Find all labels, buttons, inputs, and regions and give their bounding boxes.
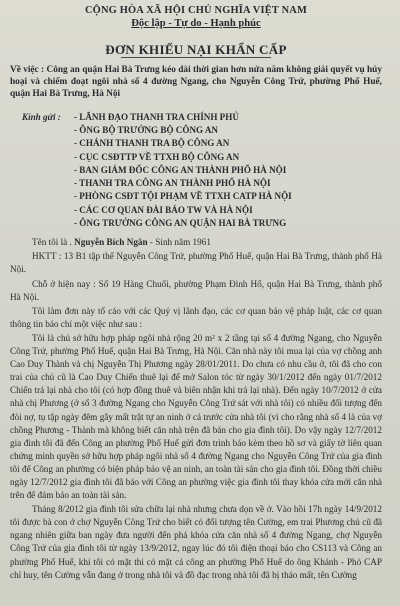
current-address: Chỗ ở hiện nay : Số 19 Hàng Chuối, phường Phạm Đình Hổ, quận Hai Bà Trưng, thành phố Hà Nội.: [10, 278, 382, 302]
subject-label: Về việc :: [10, 65, 45, 75]
recipients-list: [74, 111, 292, 231]
name-suffix: - Sinh năm 1961: [147, 237, 211, 248]
document-body: [10, 236, 382, 581]
author-name: Nguyễn Bích Ngân: [74, 237, 148, 248]
recipient-item: - CHÁNH THANH TRA BỘ CÔNG AN: [74, 138, 230, 149]
document-title: ĐƠN KHIẾU NẠI KHẨN CẤP: [105, 42, 287, 57]
national-header: CỘNG HÒA XÃ HỘI CHỦ NGHĨA VIỆT NAM: [84, 5, 308, 16]
recipients-label: Kính gửi :: [22, 111, 61, 122]
subject-line: [10, 64, 382, 101]
recipient-item: - CỤC CSĐTTP VỀ TTXH BỘ CÔNG AN: [74, 151, 240, 162]
recipient-item: - THANH TRA CÔNG AN THÀNH PHỐ HÀ NỘI: [74, 178, 271, 189]
recipient-item: - PHÒNG CSĐT TỘI PHẠM VỀ TTXH CATP HÀ NỘI: [74, 191, 292, 202]
recipient-item: - ÔNG BỘ TRƯỞNG BỘ CÔNG AN: [74, 124, 218, 135]
subject-text: Công an quận Hai Bà Trưng kéo dài thời gian hơn nửa năm không giải quyết vụ hủy hoại và chiếm đoạt ngôi nhà số 4 đường Ngang, cho Nguyễn Công Trứ, phường Phố Huế, quận Hai Bà Trưng, Hà Nội: [10, 65, 382, 100]
recipient-item: - LÃNH ĐẠO THANH TRA CHÍNH PHỦ: [74, 111, 239, 122]
body-paragraph: Tôi làm đơn này tố cáo với các Quý vị lãnh đạo, các cơ quan bảo vệ pháp luật, các cơ quan thông tin báo chí một việc như sau :: [10, 305, 382, 329]
recipients-block: [10, 111, 382, 231]
recipient-item: - CÁC CƠ QUAN ĐÀI BÁO TW VÀ HÀ NỘI: [74, 204, 253, 215]
name-prefix: Tên tôi là .: [32, 237, 75, 248]
national-motto: Độc lập - Tự do - Hạnh phúc: [131, 18, 261, 29]
permanent-address: HKTT : 13 B1 tập thể Nguyễn Công Trứ, phường Phố Huế, quận Hai Bà Trưng, thành phố Hà Nội.: [10, 251, 382, 275]
body-paragraph: Tháng 8/2012 gia đình tôi sửa chữa lại nhà nhưng chưa dọn về ở. Vào hồi 17h ngày 14/9/2012 tôi được bà con ở chợ Nguyễn Công Trứ cho biết có đối tượng tên Cường, em trai Phương chủ cũ đã ngang nhiên giữa ban ngày đưa người đến phá khóa cửa căn nhà số 4 đường Ngang, chợ Nguyễn Công Trứ của gia đình tôi từ ngày 13/9/2012, ngay lúc đó tôi điện thoại báo cho CS113 và Công an phường Phố Huế, khi tôi có mặt thì có mặt cả công an phường Phố Huế do ông Khánh - Phó CAP chỉ huy, tên Cường vẫn đang ở trong nhà tôi và đồ đạc trong nhà tôi đã bị tháo mất, tên Cường: [10, 504, 382, 580]
author-name-line: [10, 236, 382, 249]
body-paragraph: Tôi là chủ sở hữu hợp pháp ngôi nhà rộng 20 m² x 2 tầng tại số 4 đường Ngang, cho Nguyễn Công Trứ, phường Phố Huế, quận Hai Bà Trưng, Hà Nội. Căn nhà này tôi mua lại của vợ chồng anh Cao Duy Thành và chị Nguyễn Thị Phương ngày 28/01/2011. Do chưa có nhu cầu ở, tôi đã cho con trai của chủ cũ là Cao Duy Chiến thuê lại để mở Salon tóc từ ngày 30/1/2012 đến ngày 01/7/2012 Chiến trả lại nhà cho tôi (có hợp đồng thuê và biên nhận khi trả lại nhà). Đến ngày 10/7/2012 ở cửa nhà chị Phương (ở số 3 đường Ngang cho Nguyễn Công Trứ sát với nhà tôi) có nhiều đối tượng đến đòi nợ, tụ tập ngày đêm gây mất trật tự an ninh ở cả trước cửa nhà tôi (vì cho rằng nhà số 4 là của vợ chồng Phương - Thành mà không biết căn nhà trên đã bán cho gia đình tôi). Do vậy ngày 12/7/2012 gia đình tôi đã đến Công an phường Phố Huế gửi đơn trình báo kèm theo hồ sơ và giấy tờ liên quan chứng minh quyền sở hữu hợp pháp ngôi nhà số 4 đường Ngang cho Nguyễn Công Trứ của gia đình tôi để Công an phường có biện pháp bảo vệ an ninh, an toàn tài sản cho gia đình tôi. Đồng thời chiều ngày 12/7/2012 gia đình tôi đã báo với Công an phường việc gia đình tôi thay khóa cửa mới căn nhà trên để đảm bảo an toàn tài sản.: [10, 332, 382, 501]
recipient-item: - BAN GIÁM ĐỐC CÔNG AN THÀNH PHỐ HÀ NỘI: [74, 164, 287, 175]
recipient-item: - ÔNG TRƯỞNG CÔNG AN QUẬN HAI BÀ TRƯNG: [74, 217, 287, 228]
title-underline: [121, 57, 271, 58]
